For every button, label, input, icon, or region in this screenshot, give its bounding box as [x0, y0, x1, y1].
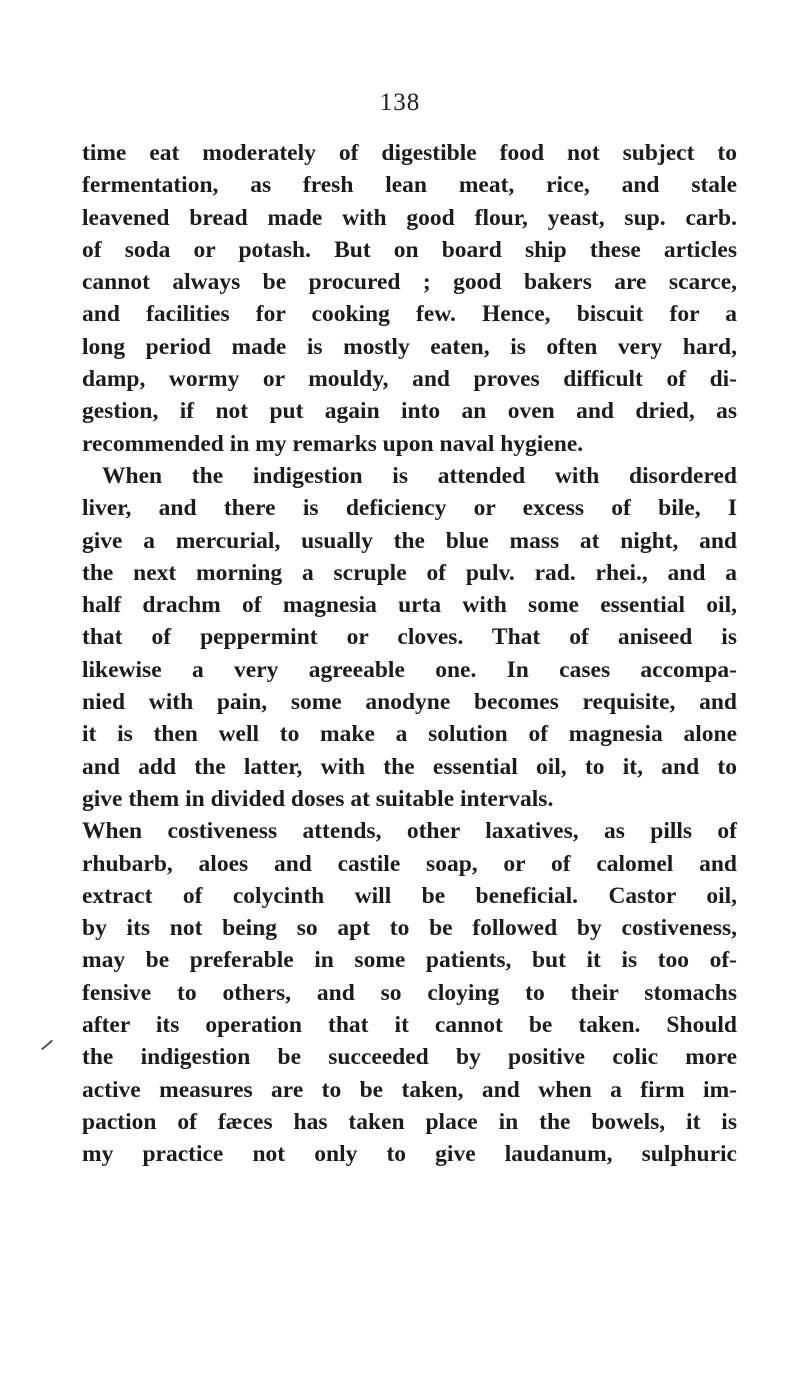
- text-line: leavened bread made with good flour, yeast, sup. carb.: [82, 204, 737, 231]
- text-line: after its operation that it cannot be taken. Should: [82, 1012, 737, 1039]
- text-line: may be preferable in some patients, but it is too of-: [82, 947, 737, 974]
- text-line: fensive to others, and so cloying to their stomachs: [82, 979, 737, 1006]
- text-line: give them in divided doses at suitable intervals.: [82, 785, 554, 812]
- text-line: gestion, if not put again into an oven and dried, as: [82, 398, 737, 425]
- text-line: the indigestion be succeeded by positive colic more: [82, 1044, 737, 1071]
- text-line: cannot always be procured ; good bakers are scarce,: [82, 269, 737, 296]
- text-line: liver, and there is deficiency or excess of bile, I: [82, 495, 737, 522]
- text-line: likewise a very agreeable one. In cases accompa-: [82, 656, 737, 683]
- text-line: paction of fæces has taken place in the bowels, it is: [82, 1108, 737, 1135]
- text-line: When the indigestion is attended with disordered: [102, 462, 737, 489]
- text-line: time eat moderately of digestible food not subject to: [82, 140, 737, 166]
- text-line: by its not being so apt to be followed by costiveness,: [82, 915, 737, 942]
- text-line: When costiveness attends, other laxatives, as pills of: [82, 818, 737, 845]
- text-line: of soda or potash. But on board ship these articles: [82, 236, 737, 263]
- text-line: extract of colycinth will be beneficial. Castor oil,: [82, 882, 737, 909]
- text-line: damp, wormy or mouldy, and proves difficult of di-: [82, 366, 737, 393]
- body-text: [82, 137, 737, 1171]
- text-line: active measures are to be taken, and when a firm im-: [82, 1076, 737, 1103]
- text-line: give a mercurial, usually the blue mass at night, and: [82, 527, 737, 554]
- text-line: that of peppermint or cloves. That of aniseed is: [82, 624, 737, 651]
- margin-mark: [41, 1040, 53, 1051]
- text-line: half drachm of magnesia urta with some essential oil,: [82, 592, 737, 619]
- text-line: and add the latter, with the essential oil, to it, and to: [82, 753, 737, 780]
- text-line: recommended in my remarks upon naval hygiene.: [82, 430, 584, 457]
- text-line: rhubarb, aloes and castile soap, or of calomel and: [82, 850, 737, 877]
- text-line: my practice not only to give laudanum, sulphuric: [82, 1141, 737, 1168]
- text-line: it is then well to make a solution of magnesia alone: [82, 721, 737, 748]
- text-line: long period made is mostly eaten, is often very hard,: [82, 333, 737, 360]
- text-line: fermentation, as fresh lean meat, rice, and stale: [82, 172, 737, 199]
- text-line: nied with pain, some anodyne becomes requisite, and: [82, 689, 737, 716]
- text-line: and facilities for cooking few. Hence, biscuit for a: [82, 301, 737, 328]
- text-line: the next morning a scruple of pulv. rad. rhei., and a: [82, 559, 737, 586]
- page-number: 138: [379, 89, 421, 116]
